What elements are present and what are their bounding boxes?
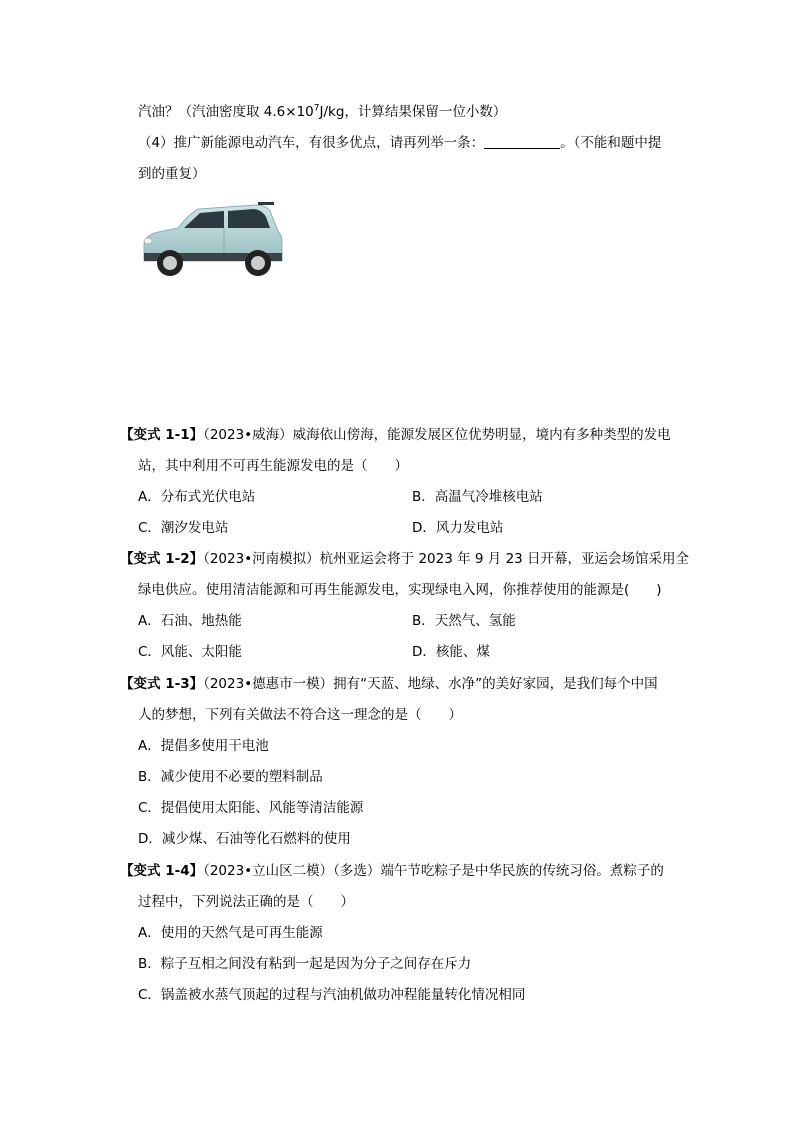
question-stem: 【变式 1-1】（2023•威海）威海依山傍海，能源发展区位优势明显，境内有多种类型的发电	[120, 427, 671, 443]
intro-line-1: 汽油？（汽油密度取 $4.6\times 10^7J/kg$，计算结果保留一位小数）	[138, 103, 507, 120]
option-c[interactable]: C．潮汐发电站	[138, 520, 229, 536]
question-4-continuation: 到的重复）	[138, 166, 206, 182]
question-stem: 【变式 1-2】（2023•河南模拟）杭州亚运会将于 2023 年 9 月 23 日开幕，亚运会场馆采用全	[120, 551, 690, 567]
option-c[interactable]: C．锅盖被水蒸气顶起的过程与汽油机做功冲程能量转化情况相同	[138, 987, 526, 1003]
question-label: 【变式 1-1】	[120, 427, 204, 443]
option-b[interactable]: B．减少使用不必要的塑料制品	[138, 769, 323, 785]
question-stem-continuation: 过程中，下列说法正确的是（ ）	[138, 894, 354, 910]
option-d[interactable]: D．风力发电站	[412, 520, 504, 536]
question-label: 【变式 1-2】	[120, 551, 204, 567]
option-a[interactable]: A．提倡多使用干电池	[138, 738, 269, 754]
option-a[interactable]: A．石油、地热能	[138, 613, 242, 629]
question-stem-continuation: 站，其中利用不可再生能源发电的是（ ）	[138, 458, 408, 474]
option-c[interactable]: C．风能、太阳能	[138, 644, 242, 660]
question-stem-continuation: 人的梦想，下列有关做法不符合这一理念的是（ ）	[138, 707, 462, 723]
option-b[interactable]: B．高温气冷堆核电站	[412, 489, 543, 505]
question-stem-continuation: 绿电供应。使用清洁能源和可再生能源发电，实现绿电入网，你推荐使用的能源是( )	[138, 582, 662, 598]
question-stem: 【变式 1-4】（2023•立山区二模）（多选）端午节吃粽子是中华民族的传统习俗。煮粽子的	[120, 863, 664, 879]
option-d[interactable]: D．减少煤、石油等化石燃料的使用	[138, 831, 351, 847]
question-4-line: （4）推广新能源电动汽车，有很多优点，请再列举一条： 。（不能和题中提	[138, 135, 662, 151]
option-a[interactable]: A．分布式光伏电站	[138, 489, 256, 505]
option-c[interactable]: C．提倡使用太阳能、风能等清洁能源	[138, 800, 364, 816]
question-label: 【变式 1-3】	[120, 676, 204, 692]
option-b[interactable]: B．天然气、氢能	[412, 613, 516, 629]
electric-car-image	[138, 195, 288, 285]
option-b[interactable]: B．粽子互相之间没有粘到一起是因为分子之间存在斥力	[138, 956, 472, 972]
question-label: 【变式 1-4】	[120, 863, 204, 879]
answer-blank[interactable]	[484, 134, 560, 149]
question-stem: 【变式 1-3】（2023•德惠市一模）拥有“天蓝、地绿、水净”的美好家园，是我们每个中国	[120, 676, 658, 692]
option-a[interactable]: A．使用的天然气是可再生能源	[138, 925, 323, 941]
option-d[interactable]: D．核能、煤	[412, 644, 490, 660]
